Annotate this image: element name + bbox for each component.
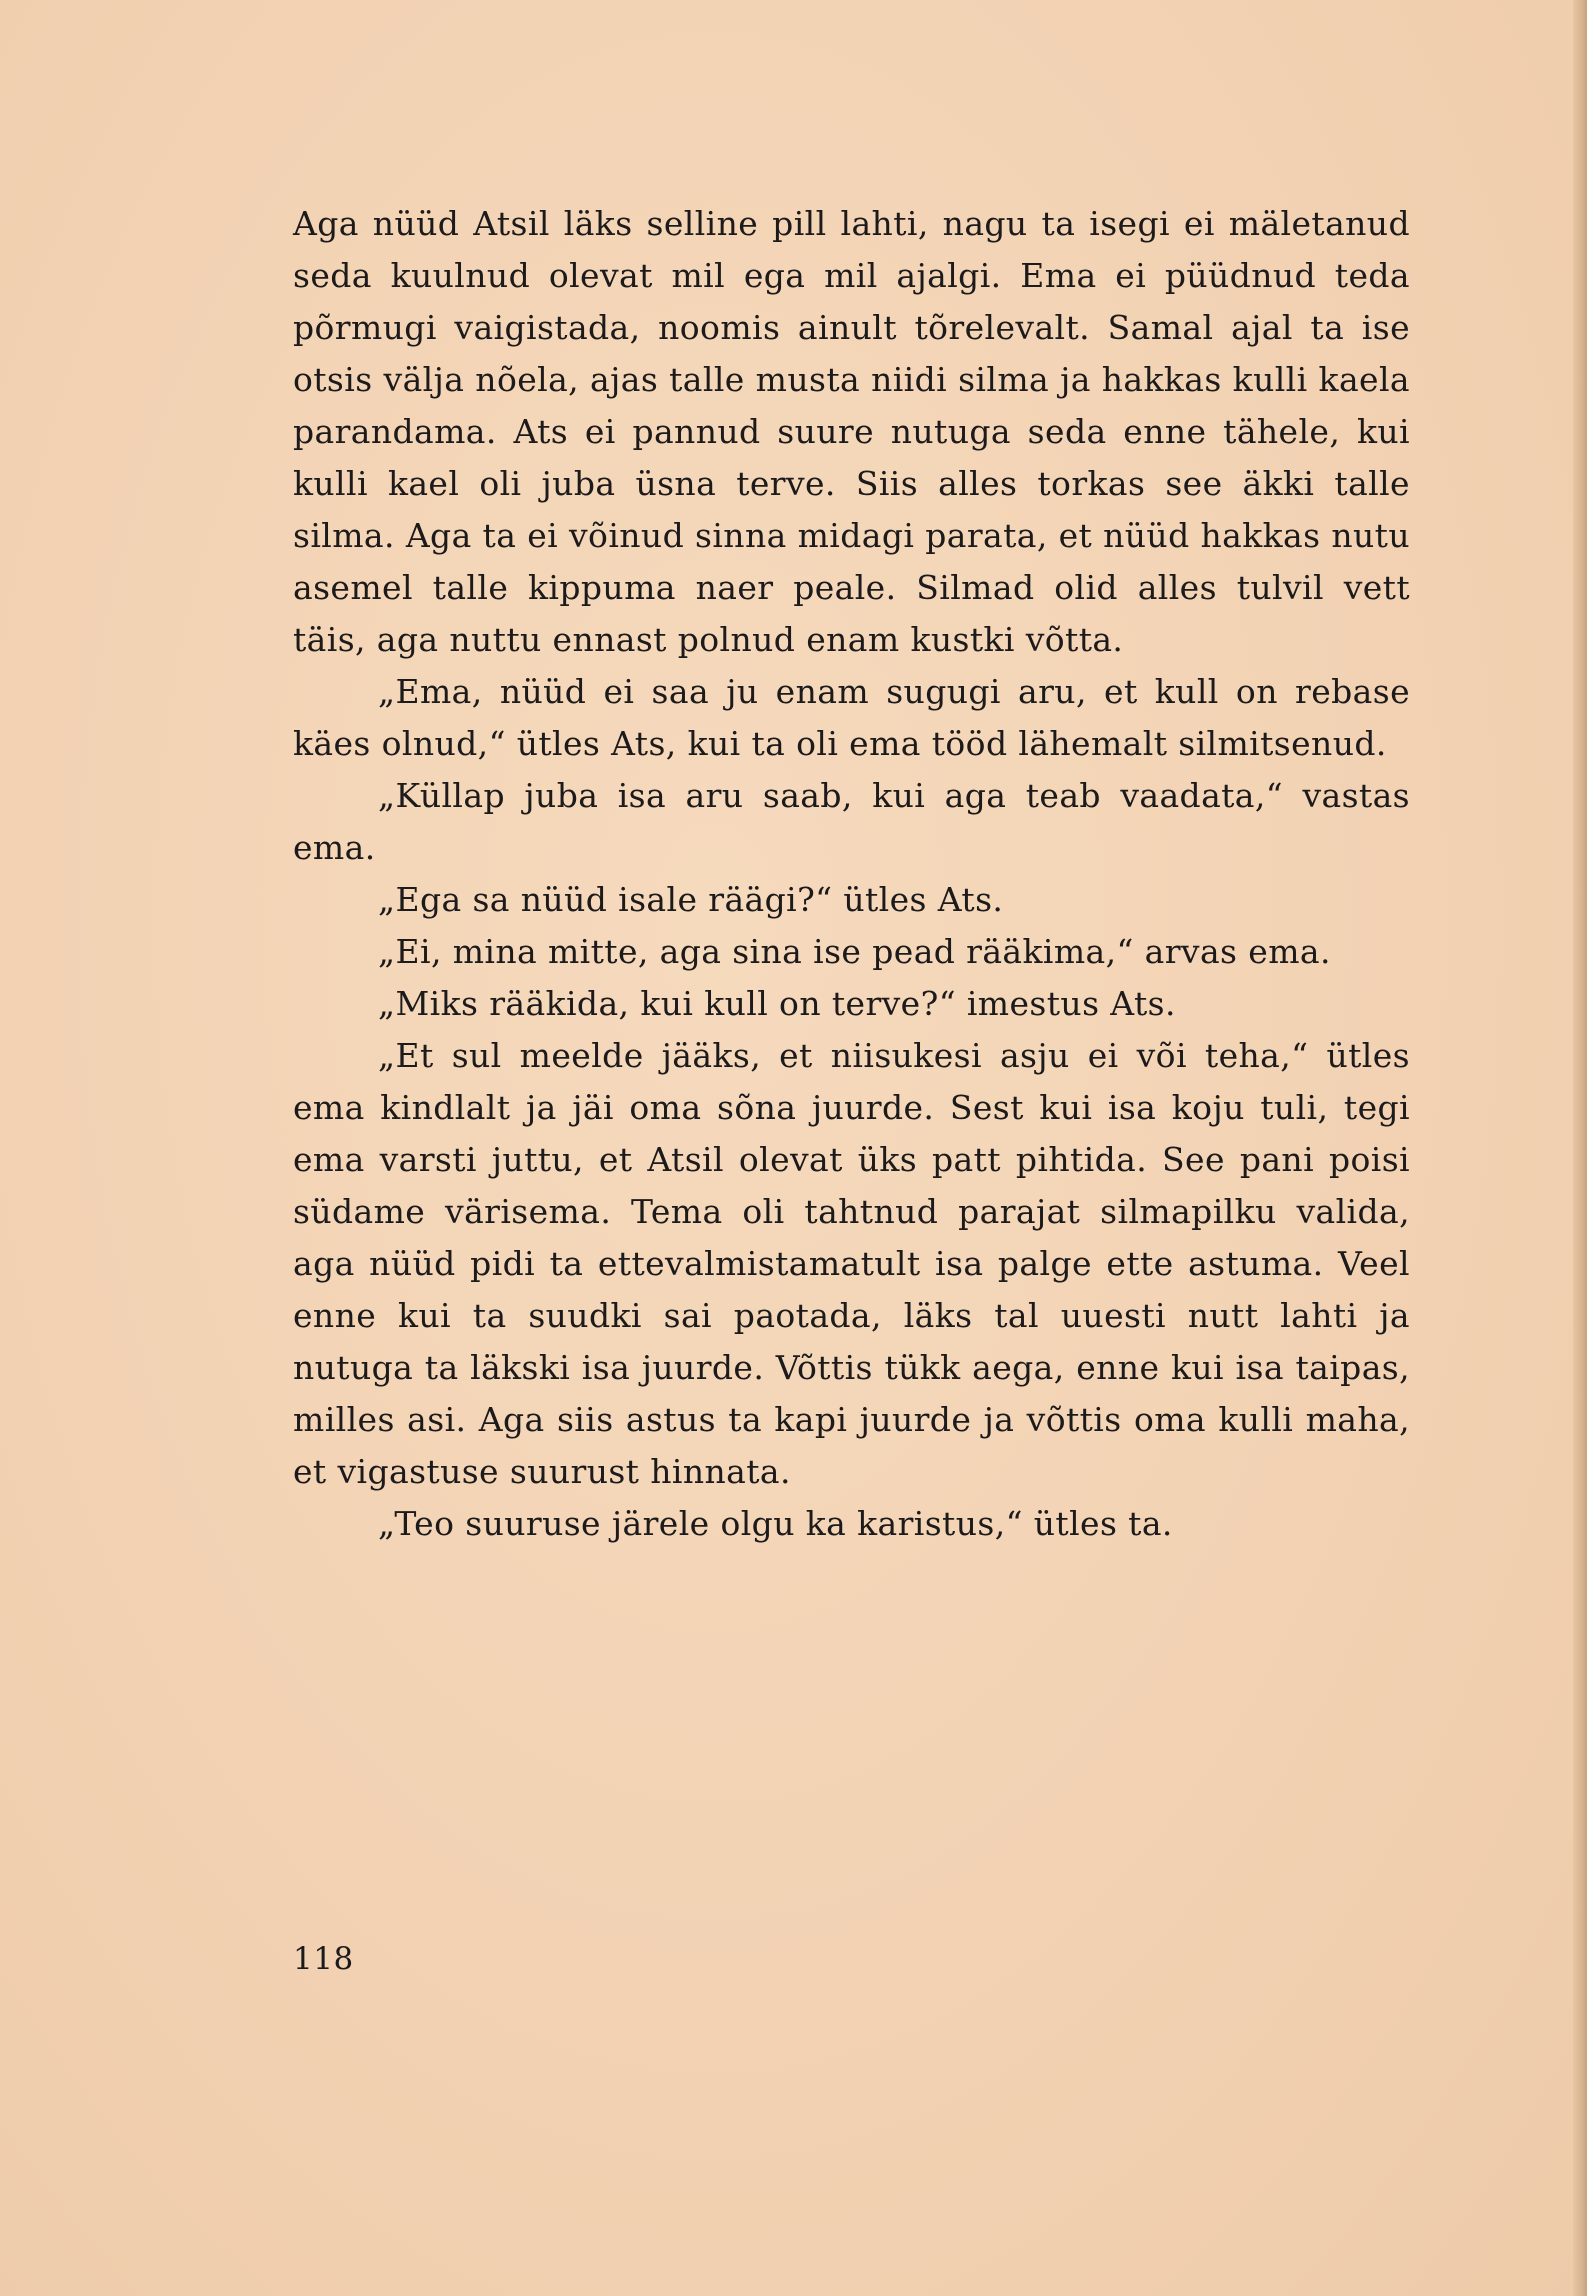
paragraph-2: „Ema, nüüd ei saa ju enam sugugi aru, et kull on rebase käes olnud,“ ütles Ats, kui ta oli ema tööd lähemalt silmitsenud. xyxy=(293,672,1410,763)
body-text xyxy=(293,198,1410,1550)
paragraph-7: „Et sul meelde jääks, et niisukesi asju ei või teha,“ ütles ema kindlalt ja jäi oma sõna juurde. Sest kui isa koju tuli, tegi ema varsti juttu, et Atsil olevat üks patt pihtida. See pani poisi südame värisema. Tema oli tahtnud parajat silmapilku valida, aga nüüd pidi ta ettevalmistamatult isa palge ette astuma. Veel enne kui ta suudki sai paotada, läks tal uuesti nutt lahti ja nutuga ta läkski isa juurde. Võttis tükk aega, enne kui isa taipas, milles asi. Aga siis astus ta kapi juurde ja võttis oma kulli maha, et vigastuse suurust hinnata. xyxy=(293,1036,1410,1491)
page-edge xyxy=(1573,0,1587,2296)
paragraph-1: Aga nüüd Atsil läks selline pill lahti, nagu ta isegi ei mäletanud seda kuulnud olevat mil ega mil ajalgi. Ema ei püüdnud teda põrmugi vaigistada, noomis ainult tõrelevalt. Samal ajal ta ise otsis välja nõela, ajas talle musta niidi silma ja hakkas kulli kaela parandama. Ats ei pannud suure nutuga seda enne tähele, kui kulli kael oli juba üsna terve. Siis alles torkas see äkki talle silma. Aga ta ei võinud sinna midagi parata, et nüüd hakkas nutu asemel talle kippuma naer peale. Silmad olid alles tulvil vett täis, aga nuttu ennast polnud enam kustki võtta. xyxy=(293,204,1410,659)
page-number: 118 xyxy=(293,1941,354,1977)
paragraph-4: „Ega sa nüüd isale räägi?“ ütles Ats. xyxy=(378,880,1004,919)
paragraph-8: „Teo suuruse järele olgu ka karistus,“ ütles ta. xyxy=(378,1504,1173,1543)
paragraph-5: „Ei, mina mitte, aga sina ise pead rääkima,“ arvas ema. xyxy=(378,932,1331,971)
paragraph-6: „Miks rääkida, kui kull on terve?“ imestus Ats. xyxy=(378,984,1176,1023)
paragraph-3: „Küllap juba isa aru saab, kui aga teab vaadata,“ vastas ema. xyxy=(293,776,1410,867)
